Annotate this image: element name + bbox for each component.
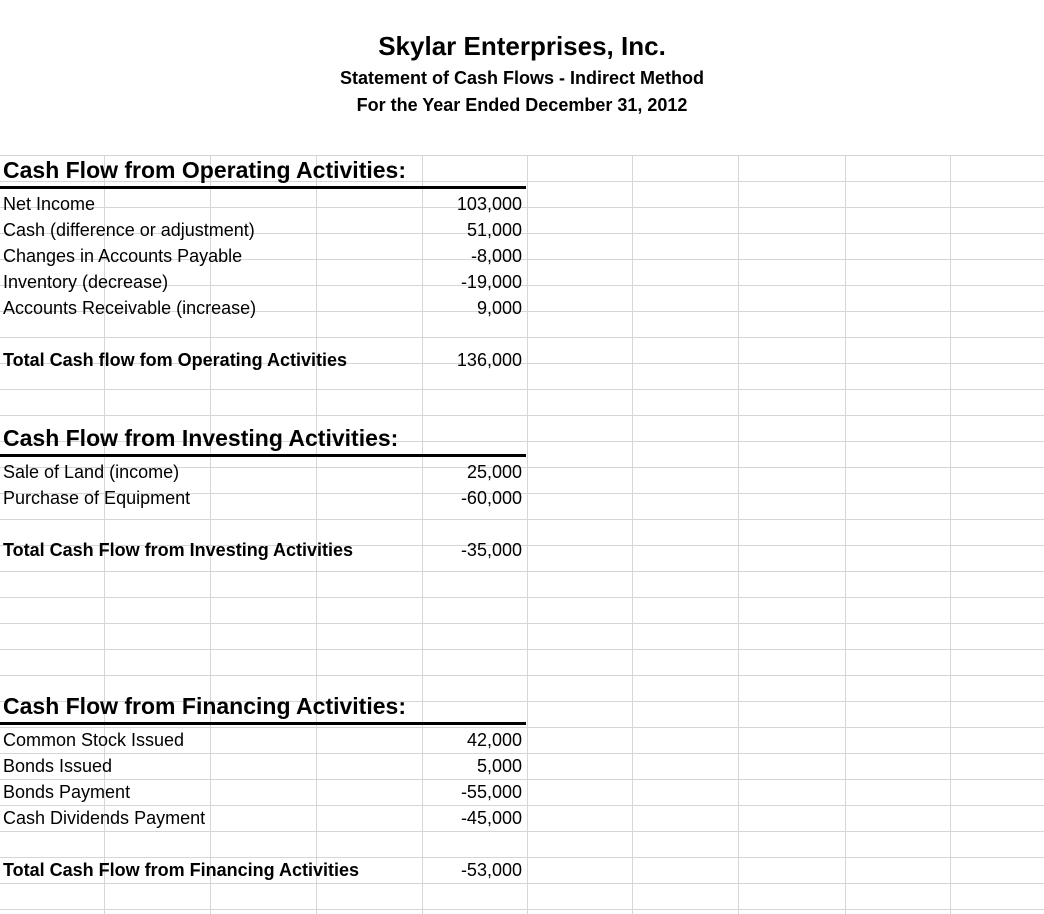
company-title: Skylar Enterprises, Inc. [378,31,666,61]
period-subtitle: For the Year Ended December 31, 2012 [356,95,688,115]
grid-column-line [527,155,528,914]
grid-row-line [0,519,1044,520]
grid-column-line [950,155,951,914]
row-amount: 5,000 [476,756,522,776]
table-row[interactable] [0,726,526,752]
grid-row-line [0,337,1044,338]
row-amount: -8,000 [470,246,522,266]
row-amount: 9,000 [476,298,522,318]
row-label: Cash Dividends Payment [3,808,206,828]
grid-column-line [632,155,633,914]
row-label: Common Stock Issued [3,730,185,750]
table-row[interactable] [0,216,526,242]
grid-row-line [0,831,1044,832]
investing-total-label: Total Cash Flow from Investing Activities [3,540,354,560]
grid-row-line [0,623,1044,624]
operating-heading-rule [0,186,526,189]
row-amount: -45,000 [460,808,522,828]
row-label: Changes in Accounts Payable [3,246,243,266]
grid-column-line [845,155,846,914]
financing-total-amount: -53,000 [460,860,522,880]
row-label: Net Income [3,194,96,214]
grid-column-line [738,155,739,914]
operating-total-row[interactable] [0,346,526,372]
financing-total-label: Total Cash Flow from Financing Activities [3,860,360,880]
table-row[interactable] [0,484,526,510]
grid-row-line [0,675,1044,676]
financing-total-row[interactable] [0,856,526,882]
row-amount: -60,000 [460,488,522,508]
grid-row-line [0,649,1044,650]
row-label: Accounts Receivable (increase) [3,298,257,318]
row-label: Cash (difference or adjustment) [3,220,255,240]
table-row[interactable] [0,242,526,268]
grid-row-line [0,415,1044,416]
grid-row-line [0,883,1044,884]
grid-row-line [0,155,1044,156]
row-amount: 25,000 [466,462,522,482]
row-amount: -55,000 [460,782,522,802]
investing-heading: Cash Flow from Investing Activities: [3,425,399,451]
grid-row-line [0,909,1044,910]
operating-total-amount: 136,000 [456,350,522,370]
table-row[interactable] [0,268,526,294]
row-label: Bonds Issued [3,756,113,776]
table-row[interactable] [0,458,526,484]
row-amount: -19,000 [460,272,522,292]
row-amount: 51,000 [466,220,522,240]
row-label: Sale of Land (income) [3,462,180,482]
table-row[interactable] [0,778,526,804]
row-amount: 103,000 [456,194,522,214]
table-row[interactable] [0,190,526,216]
table-row[interactable] [0,294,526,320]
grid-row-line [0,571,1044,572]
financing-heading: Cash Flow from Financing Activities: [3,693,406,719]
financing-heading-rule [0,722,526,725]
investing-total-row[interactable] [0,536,526,562]
grid-row-line [0,597,1044,598]
table-row[interactable] [0,752,526,778]
grid-row-line [0,389,1044,390]
table-row[interactable] [0,804,526,830]
row-label: Inventory (decrease) [3,272,169,292]
operating-heading: Cash Flow from Operating Activities: [3,157,406,183]
statement-subtitle: Statement of Cash Flows - Indirect Method [339,68,705,88]
row-label: Bonds Payment [3,782,131,802]
investing-heading-rule [0,454,526,457]
operating-total-label: Total Cash flow fom Operating Activities [3,350,348,370]
row-amount: 42,000 [466,730,522,750]
investing-total-amount: -35,000 [460,540,522,560]
row-label: Purchase of Equipment [3,488,191,508]
